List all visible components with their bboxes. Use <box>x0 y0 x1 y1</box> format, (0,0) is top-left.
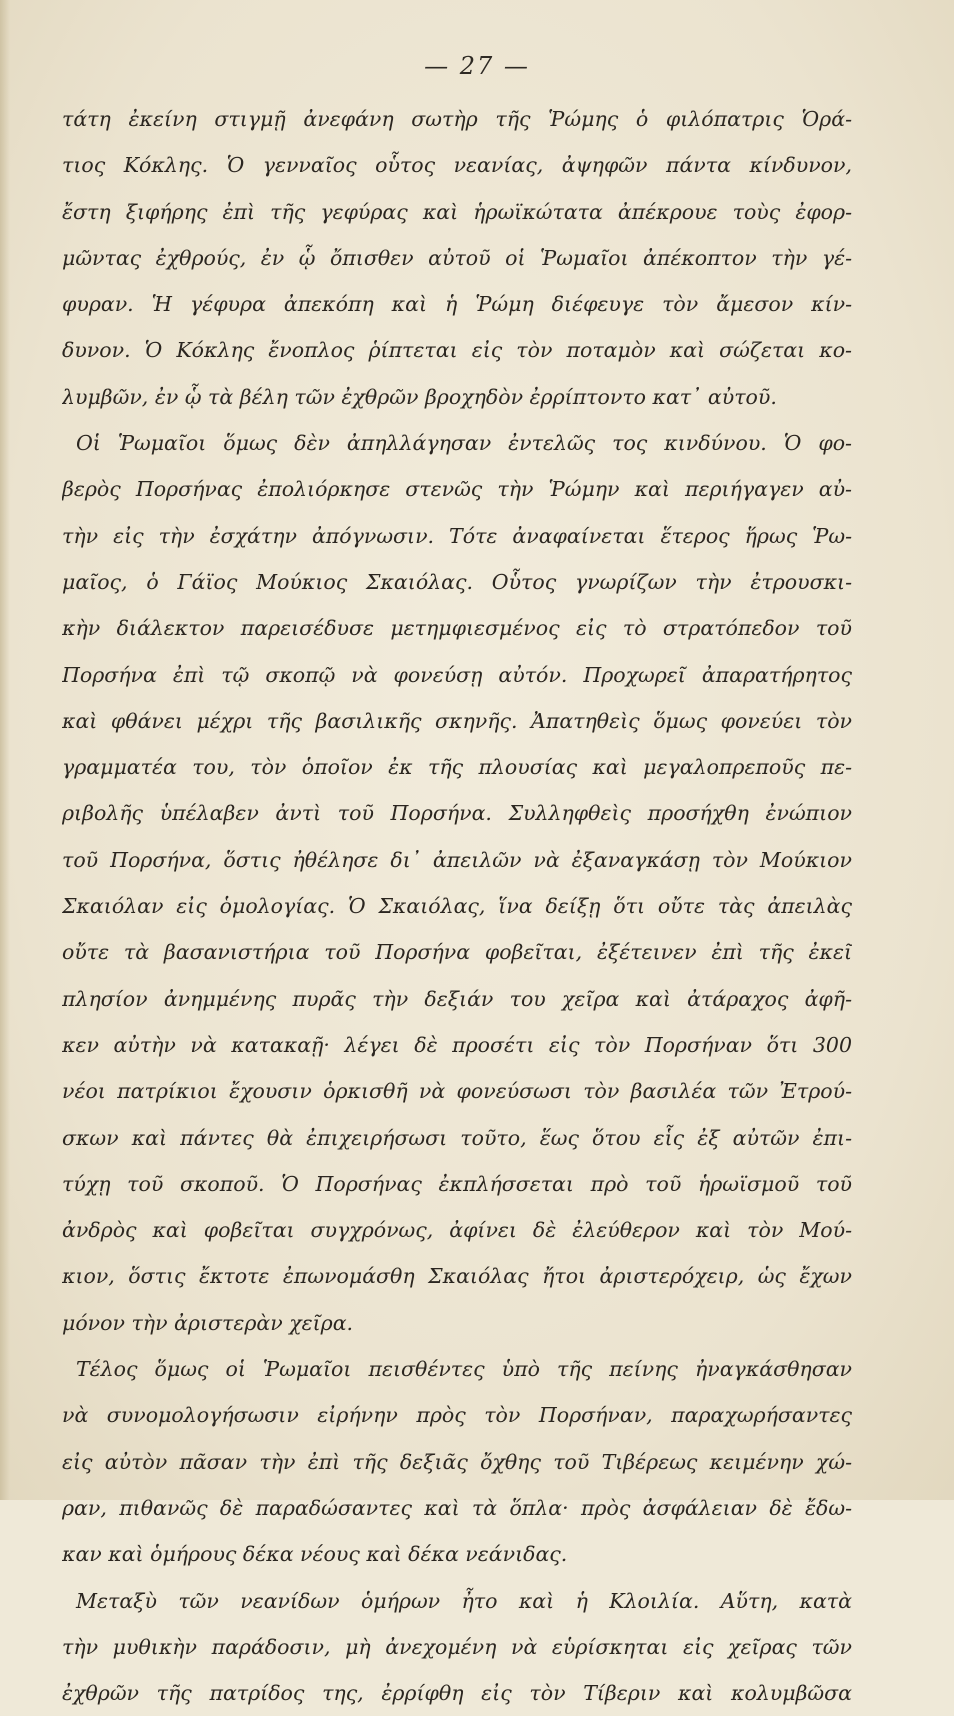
text-line: γραμματέα του, τὸν ὁποῖον ἐκ τῆς πλουσίας καὶ μεγαλοπρεποῦς πε- <box>62 755 852 780</box>
text-line: λυμβῶν, ἐν ᾧ τὰ βέλη τῶν ἐχθρῶν βροχηδὸν ἐρρίπτοντο κατ᾽ αὐτοῦ. <box>62 384 777 409</box>
text-line: τοῦ Πορσήνα, ὅστις ἠθέλησε δι᾽ ἀπειλῶν νὰ ἐξαναγκάσῃ τὸν Μούκιον <box>62 847 852 872</box>
text-line: σκων καὶ πάντες θὰ ἐπιχειρήσωσι τοῦτο, ἕως ὅτου εἷς ἐξ αὐτῶν ἐπι- <box>62 1125 852 1150</box>
text-line: ἐχθρῶν τῆς πατρίδος της, ἐρρίφθη εἰς τὸν Τίβεριν καὶ κολυμβῶσα <box>62 1681 852 1706</box>
text-line: βερὸς Πορσήνας ἐπολιόρκησε στενῶς τὴν Ῥώμην καὶ περιήγαγεν αὐ- <box>62 477 852 502</box>
text-line: καν καὶ ὁμήρους δέκα νέους καὶ δέκα νεάνιδας. <box>62 1542 568 1567</box>
body-text <box>62 96 852 1716</box>
text-line: Σκαιόλαν εἰς ὁμολογίας. Ὁ Σκαιόλας, ἵνα δείξῃ ὅτι οὔτε τὰς ἀπειλὰς <box>62 894 852 919</box>
page-edge-shadow <box>0 0 10 1500</box>
page-number: — 27 — <box>424 52 530 80</box>
text-line: μῶντας ἐχθρούς, ἐν ᾧ ὄπισθεν αὐτοῦ οἱ Ῥωμαῖοι ἀπέκοπτον τὴν γέ- <box>62 245 852 270</box>
text-line: νὰ συνομολογήσωσιν εἰρήνην πρὸς τὸν Πορσήναν, παραχωρήσαντες <box>62 1403 852 1428</box>
text-line: δυνον. Ὁ Κόκλης ἔνοπλος ῥίπτεται εἰς τὸν ποταμὸν καὶ σώζεται κο- <box>62 338 852 363</box>
text-line: ἀνδρὸς καὶ φοβεῖται συγχρόνως, ἀφίνει δὲ ἐλεύθερον καὶ τὸν Μού- <box>62 1218 852 1243</box>
text-line: Μεταξὺ τῶν νεανίδων ὁμήρων ἦτο καὶ ἡ Κλοιλία. Αὕτη, κατὰ <box>76 1588 852 1613</box>
text-line: εἰς αὐτὸν πᾶσαν τὴν ἐπὶ τῆς δεξιᾶς ὄχθης τοῦ Τιβέρεως κειμένην χώ- <box>62 1449 852 1474</box>
text-line: Πορσήνα ἐπὶ τῷ σκοπῷ νὰ φονεύσῃ αὐτόν. Προχωρεῖ ἀπαρατήρητος <box>62 662 852 687</box>
text-line: ραν, πιθανῶς δὲ παραδώσαντες καὶ τὰ ὅπλα· πρὸς ἀσφάλειαν δὲ ἔδω- <box>62 1495 852 1520</box>
text-line: τύχῃ τοῦ σκοποῦ. Ὁ Πορσήνας ἐκπλήσσεται πρὸ τοῦ ἡρωϊσμοῦ τοῦ <box>62 1171 852 1196</box>
text-line: τὴν μυθικὴν παράδοσιν, μὴ ἀνεχομένη νὰ εὑρίσκηται εἰς χεῖρας τῶν <box>62 1634 852 1659</box>
text-line: ἔστη ξιφήρης ἐπὶ τῆς γεφύρας καὶ ἡρωϊκώτατα ἀπέκρουε τοὺς ἐφορ- <box>62 199 852 224</box>
text-line: Τέλος ὅμως οἱ Ῥωμαῖοι πεισθέντες ὑπὸ τῆς πείνης ἠναγκάσθησαν <box>76 1357 852 1382</box>
text-line: πλησίον ἀνημμένης πυρᾶς τὴν δεξιάν του χεῖρα καὶ ἀτάραχος ἀφῆ- <box>62 986 852 1011</box>
text-line: κιον, ὅστις ἔκτοτε ἐπωνομάσθη Σκαιόλας ἤτοι ἀριστερόχειρ, ὡς ἔχων <box>62 1264 852 1289</box>
text-line: νέοι πατρίκιοι ἔχουσιν ὁρκισθῆ νὰ φονεύσωσι τὸν βασιλέα τῶν Ἐτρού- <box>62 1079 852 1104</box>
text-line: καὶ φθάνει μέχρι τῆς βασιλικῆς σκηνῆς. Ἀπατηθεὶς ὅμως φονεύει τὸν <box>62 708 852 733</box>
text-line: τιος Κόκλης. Ὁ γενναῖος οὗτος νεανίας, ἀψηφῶν πάντα κίνδυνον, <box>62 153 852 178</box>
text-line: Οἱ Ῥωμαῖοι ὅμως δὲν ἀπηλλάγησαν ἐντελῶς τος κινδύνου. Ὁ φο- <box>76 431 852 456</box>
text-line: οὔτε τὰ βασανιστήρια τοῦ Πορσήνα φοβεῖται, ἐξέτεινεν ἐπὶ τῆς ἐκεῖ <box>62 940 852 965</box>
text-line: κὴν διάλεκτον παρεισέδυσε μετημφιεσμένος εἰς τὸ στρατόπεδον τοῦ <box>62 616 852 641</box>
text-line: κεν αὐτὴν νὰ κατακαῇ· λέγει δὲ προσέτι εἰς τὸν Πορσήναν ὅτι 300 <box>62 1032 852 1057</box>
text-line: τὴν εἰς τὴν ἐσχάτην ἀπόγνωσιν. Τότε ἀναφαίνεται ἕτερος ἥρως Ῥω- <box>62 523 852 548</box>
text-line: φυραν. Ἡ γέφυρα ἀπεκόπη καὶ ἡ Ῥώμη διέφευγε τὸν ἄμεσον κίν- <box>62 292 852 317</box>
text-line: μόνον τὴν ἀριστερὰν χεῖρα. <box>62 1310 354 1335</box>
text-line: μαῖος, ὁ Γάϊος Μούκιος Σκαιόλας. Οὗτος γνωρίζων τὴν ἐτρουσκι- <box>62 569 852 594</box>
text-line: ριβολῆς ὑπέλαβεν ἀντὶ τοῦ Πορσήνα. Συλληφθεὶς προσήχθη ἐνώπιον <box>62 801 852 826</box>
text-line: τάτη ἐκείνη στιγμῇ ἀνεφάνη σωτὴρ τῆς Ῥώμης ὁ φιλόπατρις Ὁρά- <box>62 107 852 131</box>
